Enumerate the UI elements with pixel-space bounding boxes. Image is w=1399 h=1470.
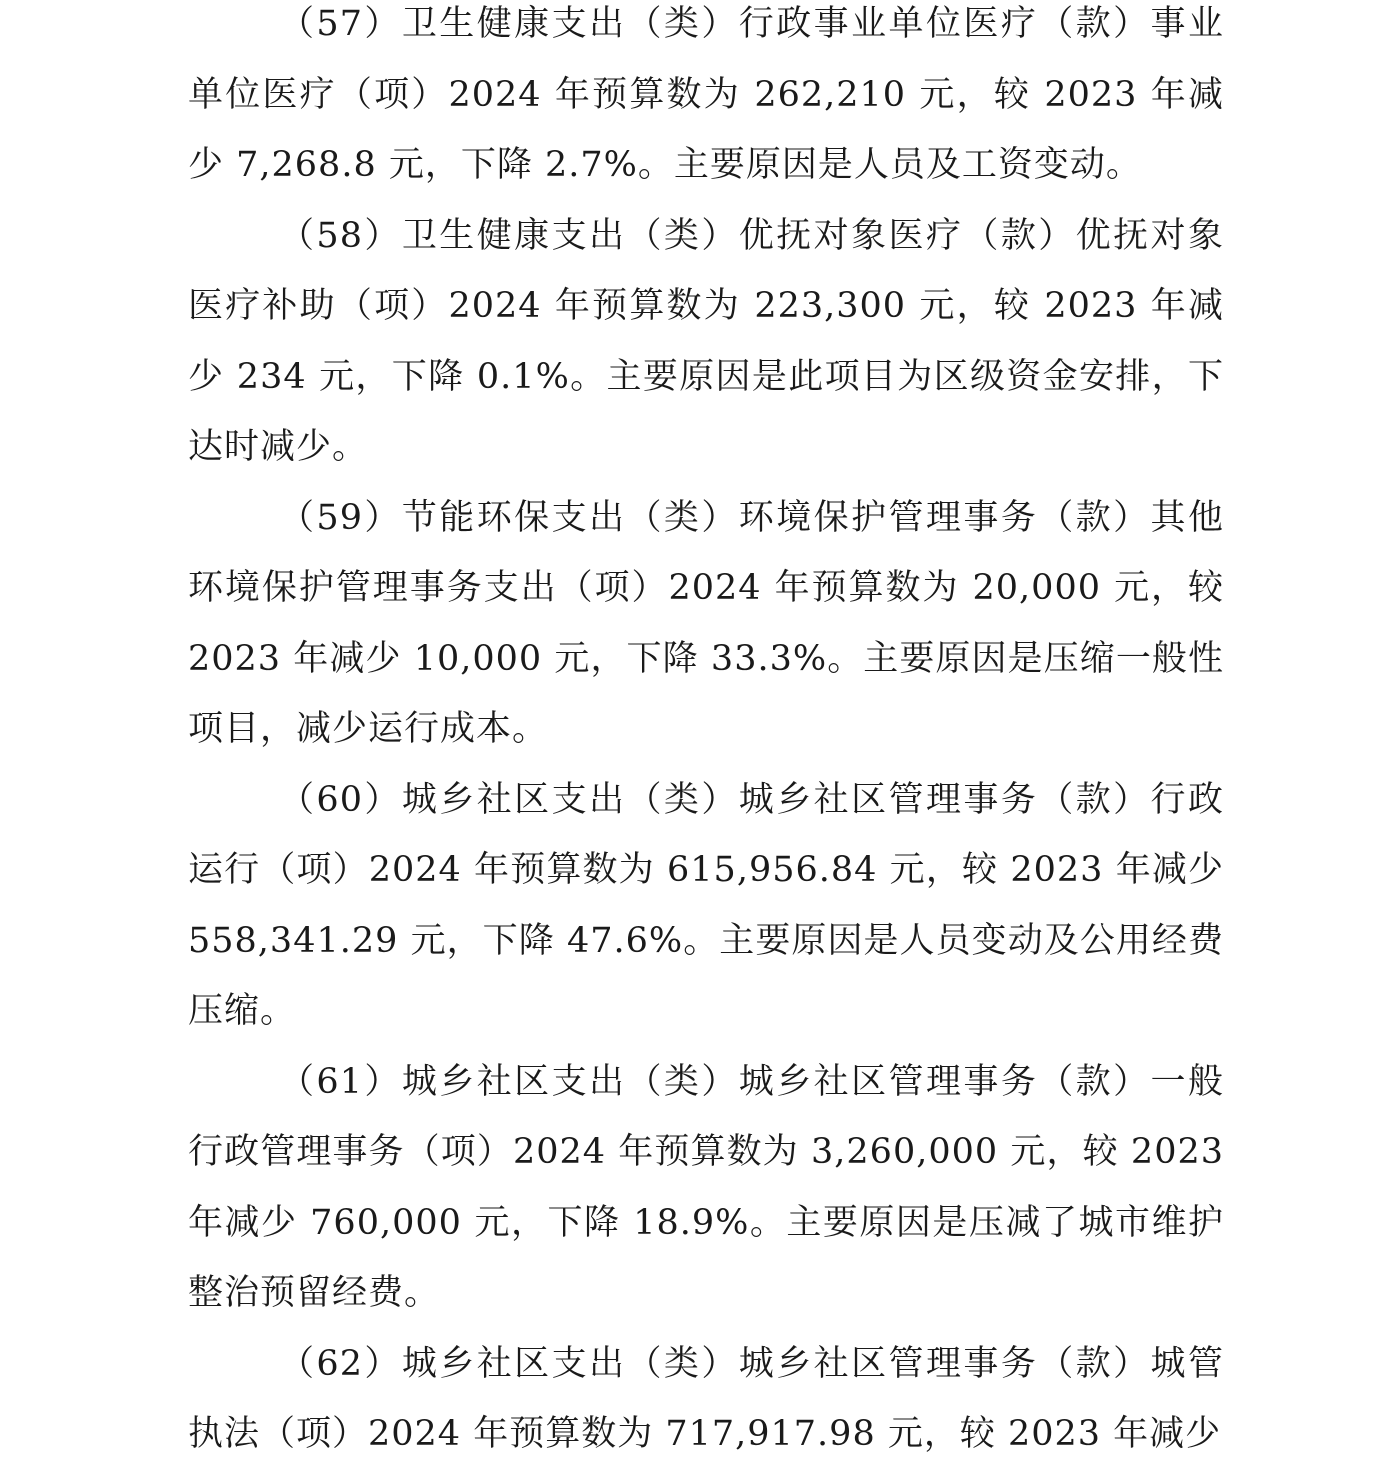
paragraph-59: （59）节能环保支出（类）环境保护管理事务（款）其他环境保护管理事务支出（项）2024 年预算数为 20,000 元，较 2023 年减少 10,000 元，下降 33.3%。主要原因是压缩一般性项目，减少运行成本。 xyxy=(188,497,1224,749)
paragraph-57: （57）卫生健康支出（类）行政事业单位医疗（款）事业单位医疗（项）2024 年预算数为 262,210 元，较 2023 年减少 7,268.8 元，下降 2.7%。主要原因是人员及工资变动。 xyxy=(188,4,1224,185)
paragraph-58: （58）卫生健康支出（类）优抚对象医疗（款）优抚对象医疗补助（项）2024 年预算数为 223,300 元，较 2023 年减少 234 元，下降 0.1%。主要原因是此项目为区级资金安排，下达时减少。 xyxy=(188,215,1224,467)
paragraph-61: （61）城乡社区支出（类）城乡社区管理事务（款）一般行政管理事务（项）2024 年预算数为 3,260,000 元，较 2023 年减少 760,000 元，下降 18.9%。主要原因是压减了城市维护整治预留经费。 xyxy=(188,1061,1224,1313)
document-page xyxy=(188,0,1224,1470)
paragraph-60: （60）城乡社区支出（类）城乡社区管理事务（款）行政运行（项）2024 年预算数为 615,956.84 元，较 2023 年减少 558,341.29 元，下降 47.6%。主要原因是人员变动及公用经费压缩。 xyxy=(188,779,1224,1031)
paragraph-62: （62）城乡社区支出（类）城乡社区管理事务（款）城管执法（项）2024 年预算数为 717,917.98 元，较 2023 年减少 xyxy=(188,1343,1224,1454)
